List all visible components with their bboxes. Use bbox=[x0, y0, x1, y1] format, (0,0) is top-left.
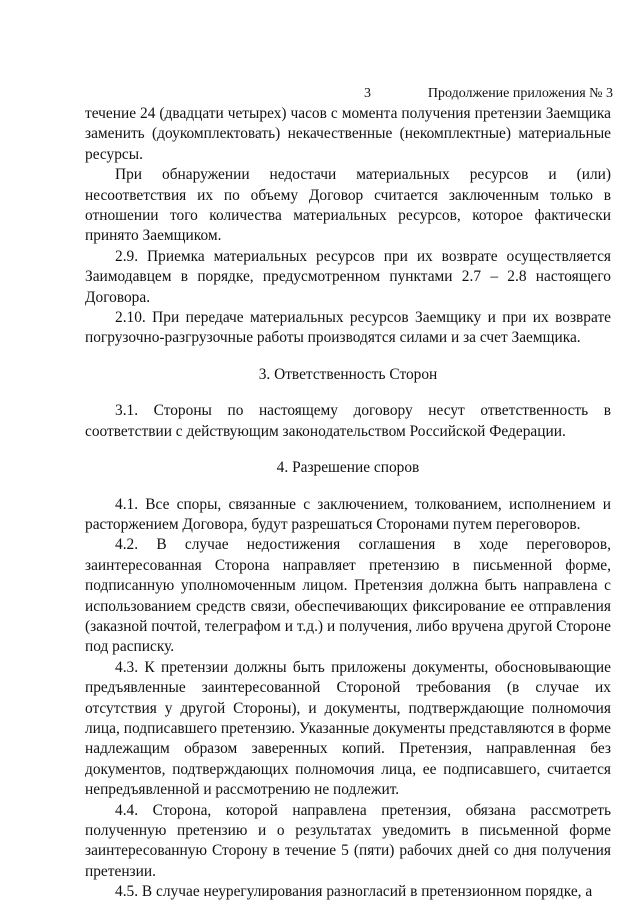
paragraph-4-3: 4.3. К претензии должны быть приложены документы, обосновывающие предъявленные заинтересованной Стороной требования (в случае их отсутствия у другой Стороны), и документы, подтверждающие полномочия лица, подписавшего претензию. Указанные документы представляются в форме надлежащим образом заверенных копий. Претензия, направленная без документов, подтверждающих полномочия лица, ее подписавшего, считается непредъявленной и рассмотрению не подлежит. bbox=[85, 658, 611, 799]
paragraph-4-5: 4.5. В случае неурегулирования разногласий в претензионном порядке, а bbox=[115, 883, 593, 901]
paragraph-2-10: 2.10. При передаче материальных ресурсов Заемщику и при их возврате погрузочно-разгрузочные работы производятся силами и за счет Заемщика. bbox=[85, 309, 611, 347]
paragraph-2-9: 2.9. Приемка материальных ресурсов при их возврате осуществляется Заимодавцем в порядке, предусмотренном пунктами 2.7 – 2.8 настоящего Договора. bbox=[85, 247, 611, 306]
paragraph-continued: течение 24 (двадцати четырех) часов с момента получения претензии Заемщика заменить (доукомплектовать) некачественные (некомплектные) материальные ресурсы. bbox=[85, 105, 611, 163]
paragraph-shortage: При обнаружении недостачи материальных ресурсов и (или) несоответствия их по объему Договор считается заключенным только в отношении того количества материальных ресурсов, которое фактически принято Заемщиком. bbox=[85, 166, 611, 245]
appendix-continuation-label: Продолжение приложения № 3 bbox=[427, 86, 613, 101]
paragraph-4-1: 4.1. Все споры, связанные с заключением, толкованием, исполнением и расторжением Договора, будут разрешаться Сторонами путем переговоров. bbox=[85, 495, 611, 533]
page-header bbox=[0, 86, 640, 106]
paragraph-4-4: 4.4. Сторона, которой направлена претензия, обязана рассмотреть полученную претензию и о результатах уведомить в письменной форме заинтересованную Сторону в течение 5 (пяти) рабочих дней со дня получения претензии. bbox=[85, 801, 611, 880]
paragraph-4-2: 4.2. В случае недостижения соглашения в ходе переговоров, заинтересованная Сторона направляет претензию в письменной форме, подписанную уполномоченным лицом. Претензия должна быть направлена с использованием средств связи, обеспечивающих фиксирование ее отправления (заказной почтой, телеграфом и т.д.) и получения, либо вручена другой Стороне под расписку. bbox=[85, 536, 611, 656]
page-number: 3 bbox=[364, 86, 371, 101]
document-body bbox=[85, 104, 611, 903]
section-heading-4: 4. Разрешение споров bbox=[276, 459, 420, 477]
paragraph-3-1: 3.1. Стороны по настоящему договору несут ответственность в соответствии с действующим законодательством Российской Федерации. bbox=[85, 402, 611, 440]
section-heading-3: 3. Ответственность Сторон bbox=[258, 365, 438, 383]
